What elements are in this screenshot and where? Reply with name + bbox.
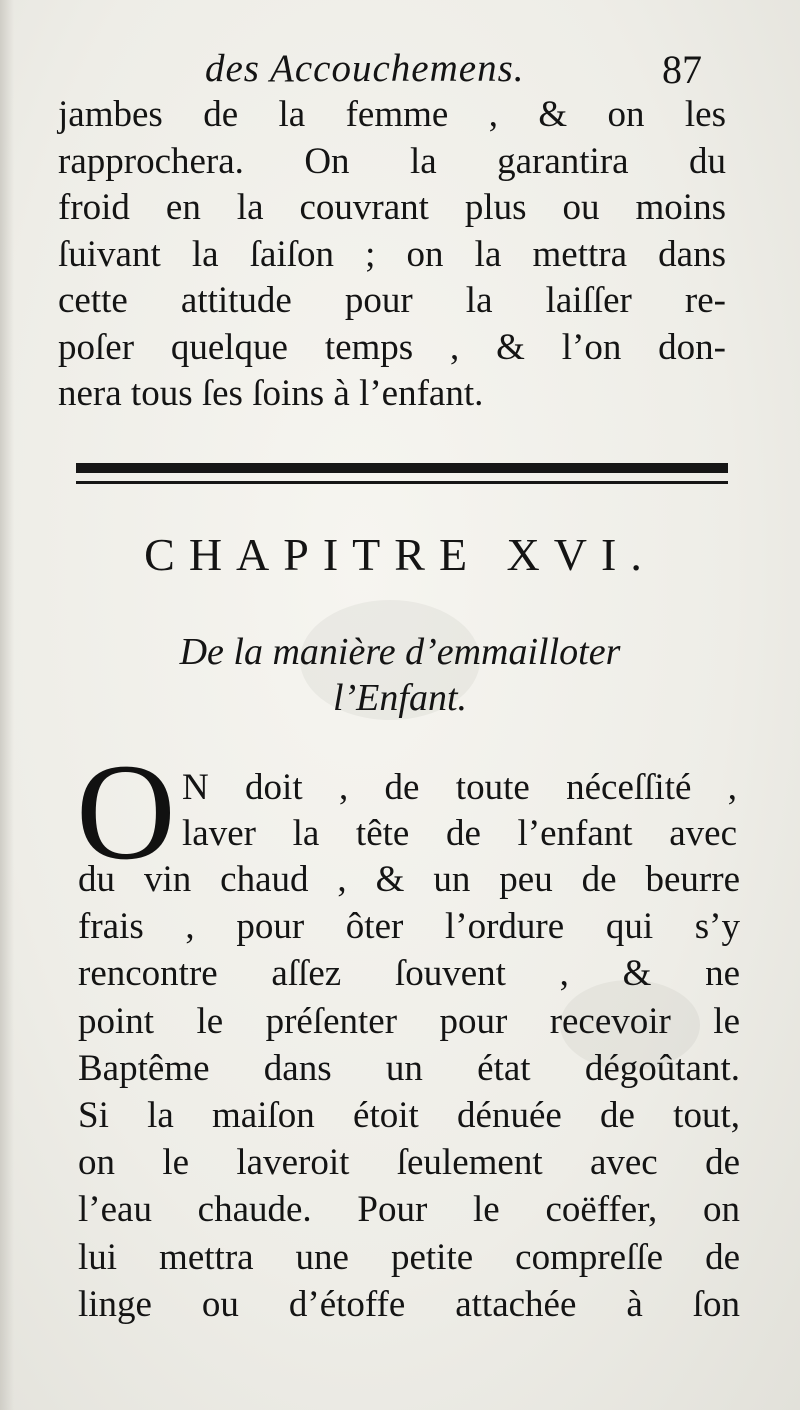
text-line: frais , pour ôter l’ordure qui s’y: [78, 906, 740, 948]
paragraph-2-body: [78, 856, 740, 1328]
text-line: point le préſenter pour recevoir le: [78, 1000, 740, 1042]
running-head: des Accouchemens.: [205, 47, 525, 90]
text-line: rencontre aſſez ſouvent , & ne: [78, 953, 740, 995]
text-line: N doit , de toute néceſſité ,: [182, 767, 737, 808]
text-line: cette attitude pour la laiſſer re-: [58, 280, 726, 321]
chapter-rule-thin: [76, 481, 728, 484]
text-line: ſuivant la ſaiſon ; on la mettra dans: [58, 233, 726, 275]
drop-cap: O: [76, 735, 176, 888]
text-line: du vin chaud , & un peu de beurre: [78, 859, 740, 900]
text-line: linge ou d’étoffe attachée à ſon: [78, 1283, 740, 1325]
text-line: poſer quelque temps , & l’on don-: [58, 326, 726, 368]
text-line: rapprochera. On la garantira du: [58, 140, 726, 182]
chapter-rule-thick: [76, 463, 728, 473]
text-line: laver la tête de l’enfant avec: [182, 813, 737, 854]
chapter-title: CHAPITRE XVI.: [144, 529, 656, 580]
page-header: [0, 40, 800, 100]
text-line: lui mettra une petite compreſſe de: [78, 1236, 740, 1278]
text-line: Si la maiſon étoit dénuée de tout,: [78, 1095, 740, 1137]
text-line: jambes de la femme , & on les: [58, 94, 726, 135]
paragraph-1: [58, 92, 726, 418]
paragraph-2-indented: [182, 765, 737, 857]
page-number: 87: [662, 47, 702, 92]
chapter-subtitle-line-1: De la manière d’emmailloter: [179, 631, 621, 673]
text-line: on le laveroit ſeulement avec de: [78, 1142, 740, 1184]
text-line: froid en la couvrant plus ou moins: [58, 187, 726, 228]
text-line: Baptême dans un état dégoûtant.: [78, 1047, 740, 1089]
text-line: l’eau chaude. Pour le coëffer, on: [78, 1189, 740, 1231]
chapter-subtitle-line-2: l’Enfant.: [332, 677, 468, 719]
text-line: nera tous ſes ſoins à l’enfant.: [58, 373, 484, 414]
page-gutter-shadow: [0, 0, 14, 1410]
